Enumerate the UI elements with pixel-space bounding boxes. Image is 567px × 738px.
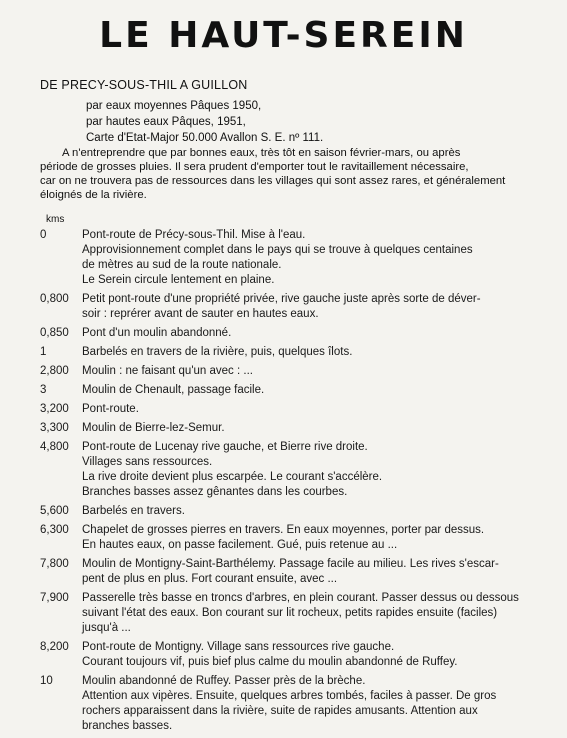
entry-description bbox=[82, 228, 522, 288]
km-marker: 0,850 bbox=[40, 327, 69, 339]
description-line: Pont-route de Lucenay rive gauche, et Bierre rive droite. bbox=[82, 441, 368, 453]
kms-column-label: kms bbox=[46, 214, 65, 225]
description-line: Courant toujours vif, puis bief plus calme du moulin abandonné de Ruffey. bbox=[82, 656, 458, 668]
entry-description bbox=[82, 557, 522, 587]
entry-description bbox=[82, 292, 522, 322]
description-line: branches basses. bbox=[82, 720, 173, 732]
description-line: Pont-route. bbox=[82, 403, 139, 415]
meta-line: par hautes eaux Pâques, 1951, bbox=[86, 116, 246, 128]
itinerary-entry bbox=[0, 591, 567, 636]
km-marker: 7,900 bbox=[40, 592, 69, 604]
entry-description bbox=[82, 383, 522, 398]
itinerary-entry bbox=[0, 228, 567, 288]
itinerary-entry bbox=[0, 383, 567, 398]
description-line: de mètres au sud de la route nationale. bbox=[82, 259, 282, 271]
km-marker: 10 bbox=[40, 675, 53, 687]
km-marker: 3,300 bbox=[40, 422, 69, 434]
entry-description bbox=[82, 345, 522, 360]
trip-metadata bbox=[86, 98, 323, 146]
description-line: Moulin de Montigny-Saint-Barthélemy. Passage facile au milieu. Les rives s'escar- bbox=[82, 558, 499, 570]
section-subtitle: DE PRECY-SOUS-THIL A GUILLON bbox=[40, 78, 248, 92]
description-line: rochers apparaissent dans la rivière, suite de rapides amusants. Attention aux bbox=[82, 705, 478, 717]
itinerary-entry bbox=[0, 345, 567, 360]
meta-line: Carte d'Etat-Major 50.000 Avallon S. E. nº 111. bbox=[86, 132, 324, 144]
intro-line: période de grosses pluies. Il sera prudent d'emporter tout le ravitaillement nécessaire, bbox=[40, 161, 469, 173]
description-line: suivant l'état des eaux. Bon courant sur lit rocheux, petits rapides ensuite (faciles) bbox=[82, 607, 498, 619]
km-marker: 6,300 bbox=[40, 524, 69, 536]
entry-description bbox=[82, 402, 522, 417]
km-marker: 1 bbox=[40, 346, 47, 358]
description-line: Attention aux vipères. Ensuite, quelques arbres tombés, faciles à passer. De gros bbox=[82, 690, 497, 702]
description-line: Moulin abandonné de Ruffey. Passer près de la brèche. bbox=[82, 675, 366, 687]
km-marker: 7,800 bbox=[40, 558, 69, 570]
entry-description bbox=[82, 640, 522, 670]
km-marker: 4,800 bbox=[40, 441, 69, 453]
intro-line: car on ne trouvera pas de ressources dans les villages qui sont assez rares, et généralement bbox=[40, 175, 506, 187]
itinerary-entry bbox=[0, 326, 567, 341]
description-line: Moulin de Bierre-lez-Semur. bbox=[82, 422, 225, 434]
entry-description bbox=[82, 440, 522, 500]
description-line: Pont d'un moulin abandonné. bbox=[82, 327, 232, 339]
km-marker: 3,200 bbox=[40, 403, 69, 415]
description-line: Chapelet de grosses pierres en travers. En eaux moyennes, porter par dessus. bbox=[82, 524, 485, 536]
description-line: Branches basses assez gênantes dans les courbes. bbox=[82, 486, 348, 498]
meta-line: par eaux moyennes Pâques 1950, bbox=[86, 100, 262, 112]
description-line: Villages sans ressources. bbox=[82, 456, 213, 468]
description-line: Moulin de Chenault, passage facile. bbox=[82, 384, 265, 396]
km-marker: 2,800 bbox=[40, 365, 69, 377]
entry-description bbox=[82, 364, 522, 379]
entry-description bbox=[82, 591, 522, 636]
itinerary-entry bbox=[0, 364, 567, 379]
description-line: Passerelle très basse en troncs d'arbres, en plein courant. Passer dessus ou dessous bbox=[82, 592, 519, 604]
description-line: La rive droite devient plus escarpée. Le courant s'accélère. bbox=[82, 471, 383, 483]
description-line: Moulin : ne faisant qu'un avec : ... bbox=[82, 365, 253, 377]
km-marker: 5,600 bbox=[40, 505, 69, 517]
entry-description bbox=[82, 523, 522, 553]
km-marker: 3 bbox=[40, 384, 47, 396]
entry-description bbox=[82, 504, 522, 519]
itinerary-entry bbox=[0, 640, 567, 670]
itinerary-entry bbox=[0, 421, 567, 436]
page-title: LE HAUT-SEREIN bbox=[99, 15, 468, 56]
description-line: Petit pont-route d'une propriété privée, rive gauche juste après sorte de déver- bbox=[82, 293, 481, 305]
intro-paragraph bbox=[40, 146, 520, 202]
itinerary-entry bbox=[0, 557, 567, 587]
itinerary-entry bbox=[0, 674, 567, 734]
itinerary-list bbox=[0, 228, 567, 738]
itinerary-entry bbox=[0, 292, 567, 322]
description-line: Le Serein circule lentement en plaine. bbox=[82, 274, 275, 286]
entry-description bbox=[82, 674, 522, 734]
km-marker: 8,200 bbox=[40, 641, 69, 653]
description-line: Barbelés en travers. bbox=[82, 505, 185, 517]
description-line: soir : reprérer avant de sauter en hautes eaux. bbox=[82, 308, 319, 320]
description-line: Barbelés en travers de la rivière, puis, quelques îlots. bbox=[82, 346, 353, 358]
entry-description bbox=[82, 326, 522, 341]
itinerary-entry bbox=[0, 523, 567, 553]
intro-line: éloignés de la rivière. bbox=[40, 189, 147, 201]
description-line: En hautes eaux, on passe facilement. Gué, puis retenue au ... bbox=[82, 539, 398, 551]
description-line: Pont-route de Montigny. Village sans ressources rive gauche. bbox=[82, 641, 395, 653]
km-marker: 0 bbox=[40, 229, 47, 241]
description-line: Pont-route de Précy-sous-Thil. Mise à l'eau. bbox=[82, 229, 306, 241]
itinerary-entry bbox=[0, 402, 567, 417]
itinerary-entry bbox=[0, 504, 567, 519]
description-line: pent de plus en plus. Fort courant ensuite, avec ... bbox=[82, 573, 338, 585]
entry-description bbox=[82, 421, 522, 436]
itinerary-entry bbox=[0, 440, 567, 500]
intro-line: A n'entreprendre que par bonnes eaux, très tôt en saison février-mars, ou après bbox=[62, 147, 461, 159]
description-line: jusqu'à ... bbox=[82, 622, 131, 634]
km-marker: 0,800 bbox=[40, 293, 69, 305]
description-line: Approvisionnement complet dans le pays qui se trouve à quelques centaines bbox=[82, 244, 473, 256]
